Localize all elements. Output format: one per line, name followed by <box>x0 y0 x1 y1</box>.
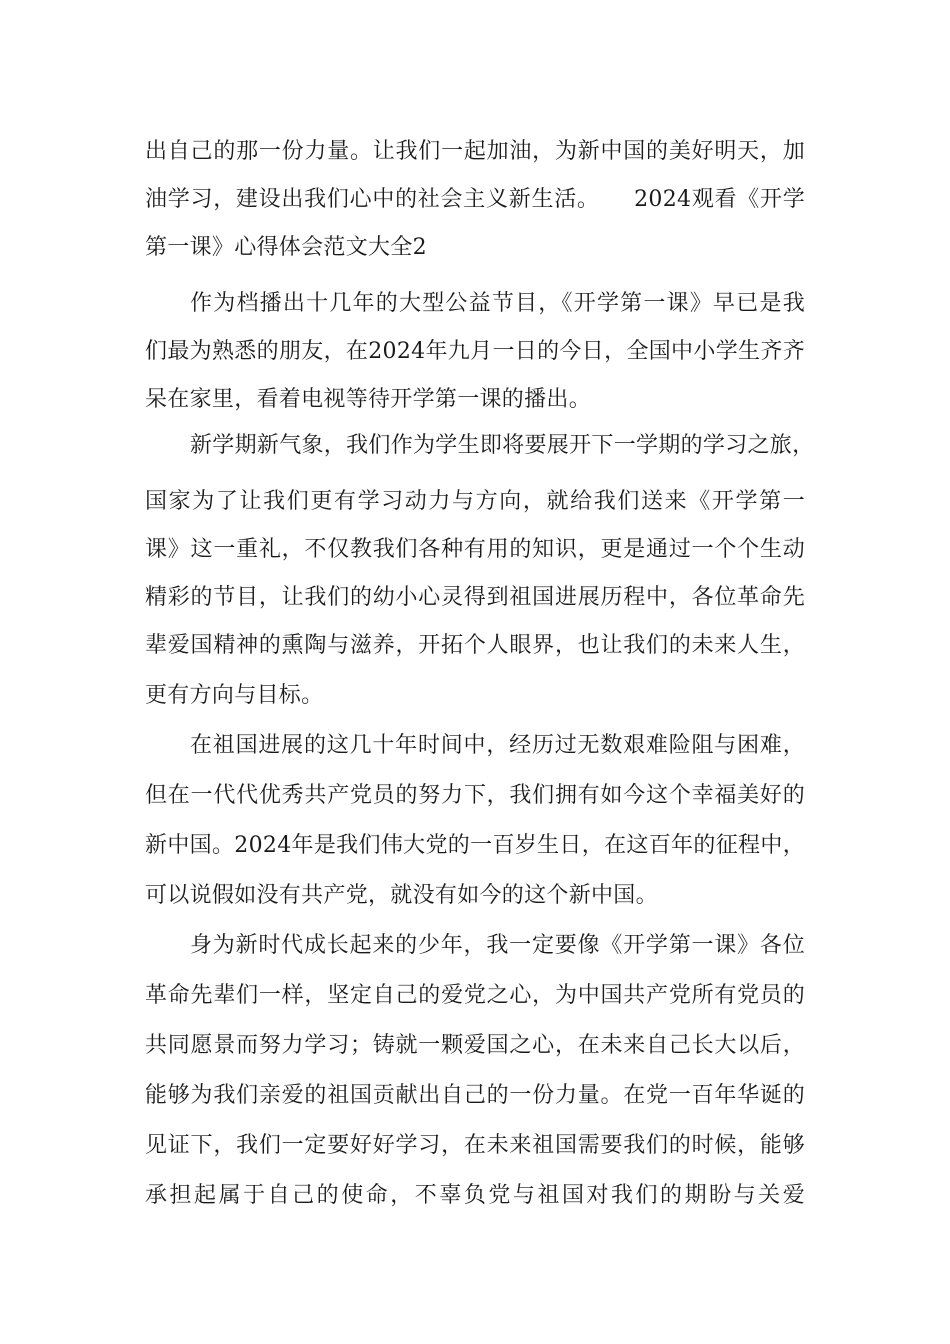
text-line: 能够为我们亲爱的祖国贡献出自己的一份力量。在党一百年华诞的 <box>145 1083 805 1108</box>
text-line: 共同愿景而努力学习；铸就一颗爱国之心，在未来自己长大以后， <box>145 1033 805 1058</box>
text-line: 见证下，我们一定要好好学习，在未来祖国需要我们的时候，能够 <box>145 1133 805 1158</box>
text-line: 但在一代代优秀共产党员的努力下，我们拥有如今这个幸福美好的 <box>145 783 805 808</box>
text-line: 课》这一重礼，不仅教我们各种有用的知识，更是通过一个个生动 <box>145 537 805 562</box>
text-line: 呆在家里，看着电视等待开学第一课的播出。 <box>145 387 592 412</box>
text-line: 油学习，建设出我们心中的社会主义新生活。 2024观看《开学 <box>145 187 805 212</box>
text-line: 身为新时代成长起来的少年，我一定要像《开学第一课》各位 <box>190 933 805 958</box>
text-line: 更有方向与目标。 <box>145 683 324 708</box>
text-line: 出自己的那一份力量。让我们一起加油，为新中国的美好明天，加 <box>145 139 805 164</box>
text-line: 新中国。2024年是我们伟大党的一百岁生日，在这百年的征程中， <box>145 833 805 858</box>
text-line: 第一课》心得体会范文大全2 <box>145 235 427 260</box>
text-line: 国家为了让我们更有学习动力与方向，就给我们送来《开学第一 <box>145 489 805 514</box>
text-line: 在祖国进展的这几十年时间中，经历过无数艰难险阻与困难， <box>190 733 805 758</box>
text-line: 精彩的节目，让我们的幼小心灵得到祖国进展历程中，各位革命先 <box>145 585 805 610</box>
text-line: 新学期新气象，我们作为学生即将要展开下一学期的学习之旅， <box>190 433 815 458</box>
text-line: 辈爱国精神的熏陶与滋养，开拓个人眼界，也让我们的未来人生， <box>145 633 805 658</box>
text-line: 们最为熟悉的朋友，在2024年九月一日的今日，全国中小学生齐齐 <box>145 339 805 364</box>
text-line: 作为档播出十几年的大型公益节目，《开学第一课》早已是我 <box>190 291 805 316</box>
text-line: 革命先辈们一样，坚定自己的爱党之心，为中国共产党所有党员的 <box>145 983 805 1008</box>
text-line: 可以说假如没有共产党，就没有如今的这个新中国。 <box>145 883 658 908</box>
text-line: 承担起属于自己的使命，不辜负党与祖国对我们的期盼与关爱 <box>145 1183 805 1208</box>
